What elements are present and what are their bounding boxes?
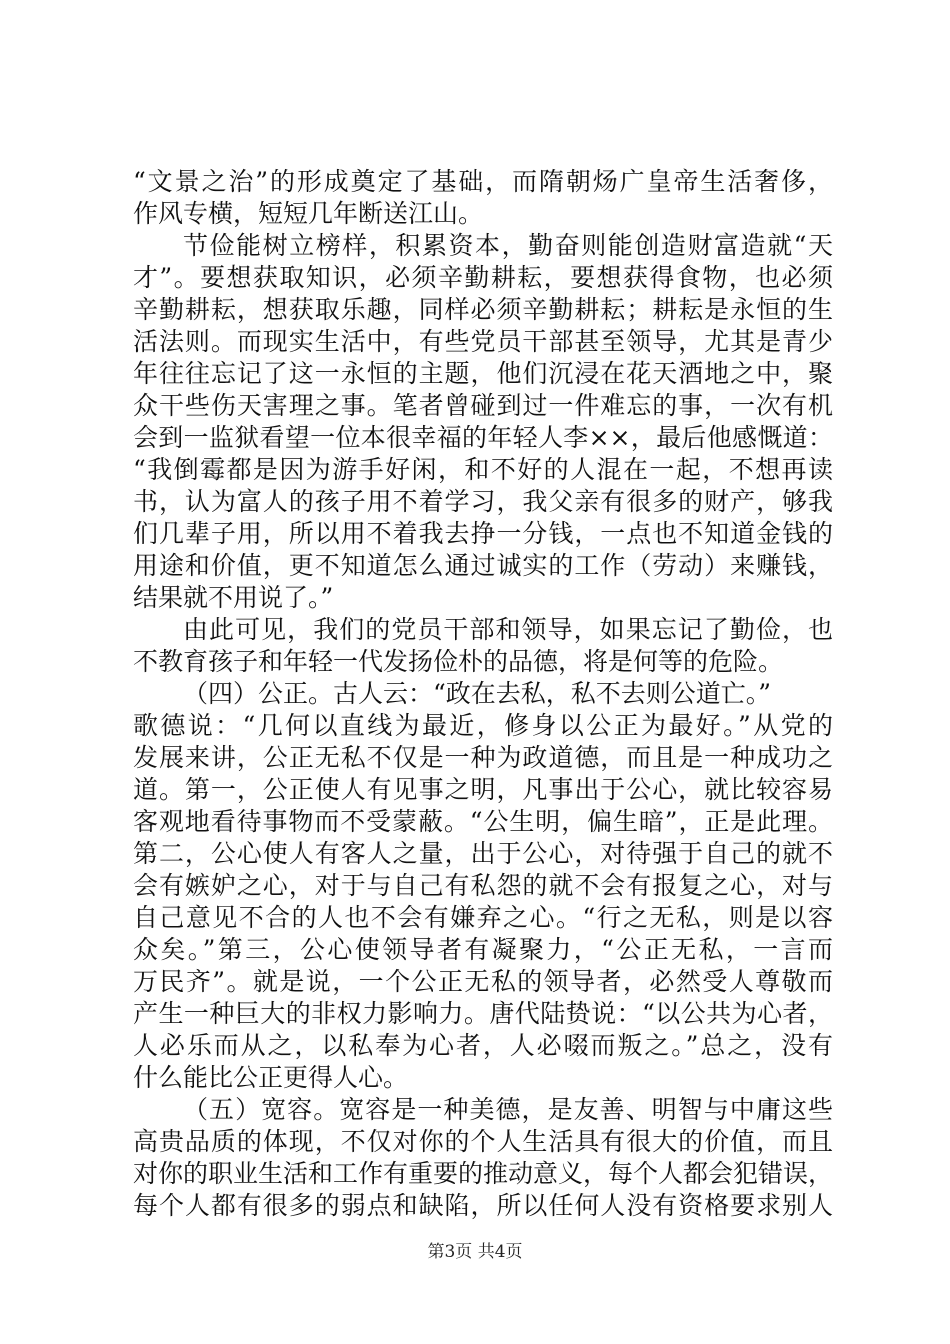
text-line: 不教育孩子和年轻一代发扬俭朴的品德，将是何等的危险。: [133, 647, 784, 676]
document-body: [133, 166, 833, 1222]
text-line: 年往往忘记了这一永恒的主题，他们沉浸在花天酒地之中，聚: [133, 359, 833, 388]
text-line: “文景之治”的形成奠定了基础，而隋朝炀广皇帝生活奢侈，: [133, 167, 833, 196]
text-line: 对你的职业生活和工作有重要的推动意义，每个人都会犯错误，: [133, 1159, 834, 1188]
paragraph-first-line: 由此可见，我们的党员干部和领导，如果忘记了勤俭，也: [183, 615, 833, 644]
text-line: 们几辈子用，所以用不着我去挣一分钱，一点也不知道金钱的: [133, 519, 833, 548]
text-line: 结果就不用说了。”: [133, 583, 334, 612]
text-line: 道。第一，公正使人有见事之明，凡事出于公心，就比较容易: [133, 775, 833, 804]
text-line: 书，认为富人的孩子用不着学习，我父亲有很多的财产，够我: [133, 487, 833, 516]
text-line: 会到一监狱看望一位本很幸福的年轻人李××，最后他感慨道：: [133, 423, 833, 452]
text-line: 第二，公心使人有客人之量，出于公心，对待强于自己的就不: [133, 839, 833, 868]
text-line: 自己意见不合的人也不会有嫌弃之心。“行之无私，则是以容: [133, 903, 833, 932]
text-line: 产生一种巨大的非权力影响力。唐代陆贽说：“以公共为心者，: [133, 999, 833, 1028]
text-line: 活法则。而现实生活中，有些党员干部甚至领导，尤其是青少: [133, 327, 833, 356]
text-line: 人必乐而从之，以私奉为心者，人必啜而叛之。”总之，没有: [133, 1031, 833, 1060]
text-line: 客观地看待事物而不受蒙蔽。“公生明，偏生暗”，正是此理。: [133, 807, 833, 836]
text-line: 才”。要想获取知识，必须辛勤耕耘，要想获得食物，也必须: [133, 263, 833, 292]
text-line: 作风专横，短短几年断送江山。: [133, 199, 484, 228]
text-line: “我倒霉都是因为游手好闲，和不好的人混在一起，不想再读: [133, 455, 833, 484]
text-line: 发展来讲，公正无私不仅是一种为政道德，而且是一种成功之: [133, 743, 833, 772]
text-line: 众干些伤天害理之事。笔者曾碰到过一件难忘的事，一次有机: [133, 391, 833, 420]
text-line: 歌德说：“几何以直线为最近，修身以公正为最好。”从党的: [133, 711, 833, 740]
text-line: 每个人都有很多的弱点和缺陷，所以任何人没有资格要求别人: [133, 1191, 833, 1220]
text-line: 众矣。”第三，公心使领导者有凝聚力，“公正无私，一言而: [133, 935, 833, 964]
paragraph-first-line: （五）宽容。宽容是一种美德，是友善、明智与中庸这些: [183, 1095, 833, 1124]
text-line: 用途和价值，更不知道怎么通过诚实的工作（劳动）来赚钱，: [133, 551, 833, 580]
text-line: 辛勤耕耘，想获取乐趣，同样必须辛勤耕耘；耕耘是永恒的生: [133, 295, 833, 324]
page-number-footer: 第3页 共4页: [427, 1242, 523, 1262]
paragraph-first-line: 节俭能树立榜样，积累资本，勤奋则能创造财富造就“天: [183, 231, 833, 260]
paragraph-first-line: （四）公正。古人云：“政在去私，私不去则公道亡。”: [183, 679, 772, 708]
text-line: 万民齐”。就是说，一个公正无私的领导者，必然受人尊敬而: [133, 967, 833, 996]
text-line: 高贵品质的体现，不仅对你的个人生活具有很大的价值，而且: [133, 1127, 833, 1156]
text-line: 会有嫉妒之心，对于与自己有私怨的就不会有报复之心，对与: [133, 871, 833, 900]
text-line: 什么能比公正更得人心。: [133, 1063, 409, 1092]
